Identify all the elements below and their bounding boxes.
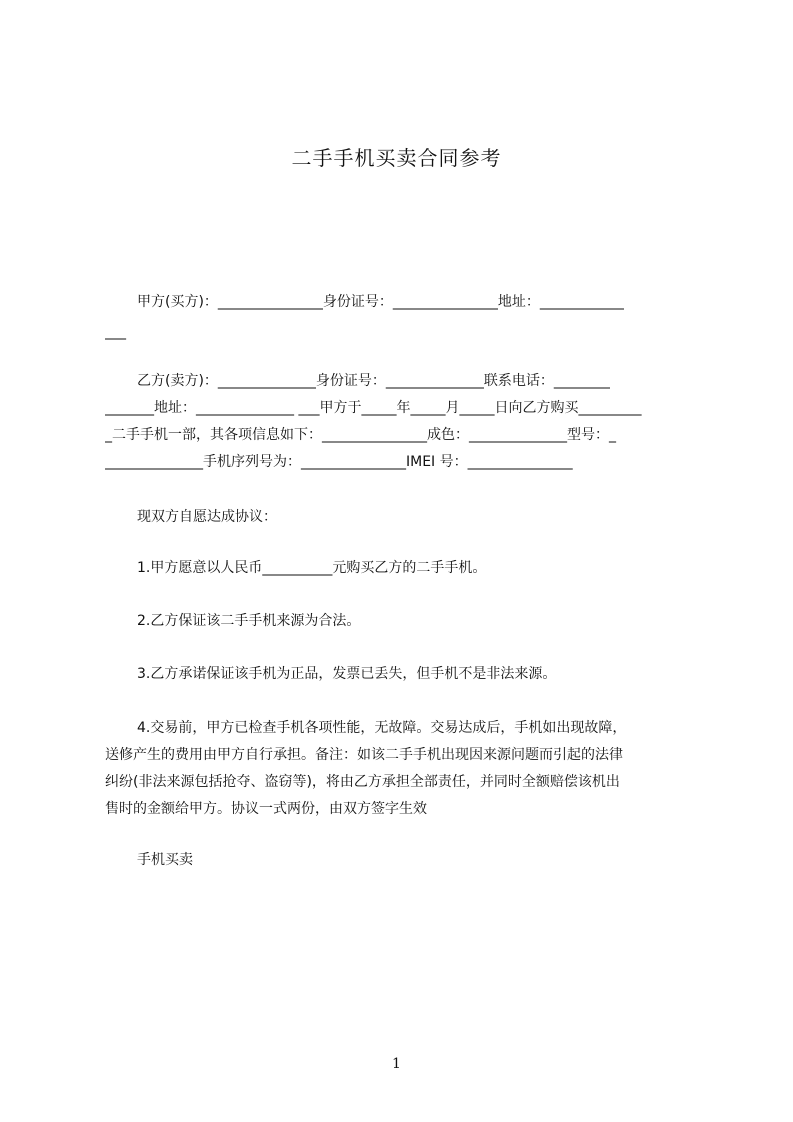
party-a-line-2: ___ <box>105 324 126 340</box>
document-title: 二手手机买卖合同参考 <box>291 146 502 170</box>
clause-3: 3.乙方承诺保证该手机为正品，发票已丢失，但手机不是非法来源。 <box>137 666 557 682</box>
party-b-line-4: ______________手机序列号为：_______________IMEI 号：_______________ <box>105 454 573 470</box>
party-b-line-2: _______地址：______________ ___甲方于_____年_____月_____日向乙方购买_________ <box>105 400 642 416</box>
footer-heading: 手机买卖 <box>137 852 193 868</box>
clause-2: 2.乙方保证该二手手机来源为合法。 <box>137 613 361 629</box>
party-a-line-1: 甲方(买方)：_______________身份证号：_______________地址：____________ <box>137 294 624 310</box>
clause-4-line-3: 纠纷(非法来源包括抢夺、盗窃等)，将由乙方承担全部责任，并同时全额赔偿该机出 <box>105 774 620 790</box>
clause-1: 1.甲方愿意以人民币__________元购买乙方的二手手机。 <box>137 560 487 576</box>
page-number: 1 <box>392 1056 401 1072</box>
party-b-line-3: _二手手机一部，其各项信息如下：_______________成色：______________型号：_ <box>105 427 616 443</box>
clause-4-line-4: 售时的金额给甲方。协议一式两份，由双方签字生效 <box>105 801 427 817</box>
clause-4-line-1: 4.交易前，甲方已检查手机各项性能，无故障。交易达成后，手机如出现故障， <box>137 720 627 736</box>
party-b-line-1: 乙方(卖方)：______________身份证号：______________联系电话：________ <box>137 373 610 389</box>
clause-4-line-2: 送修产生的费用由甲方自行承担。备注：如该二手手机出现因来源问题而引起的法律 <box>105 747 623 763</box>
agreement-intro: 现双方自愿达成协议： <box>137 509 277 525</box>
